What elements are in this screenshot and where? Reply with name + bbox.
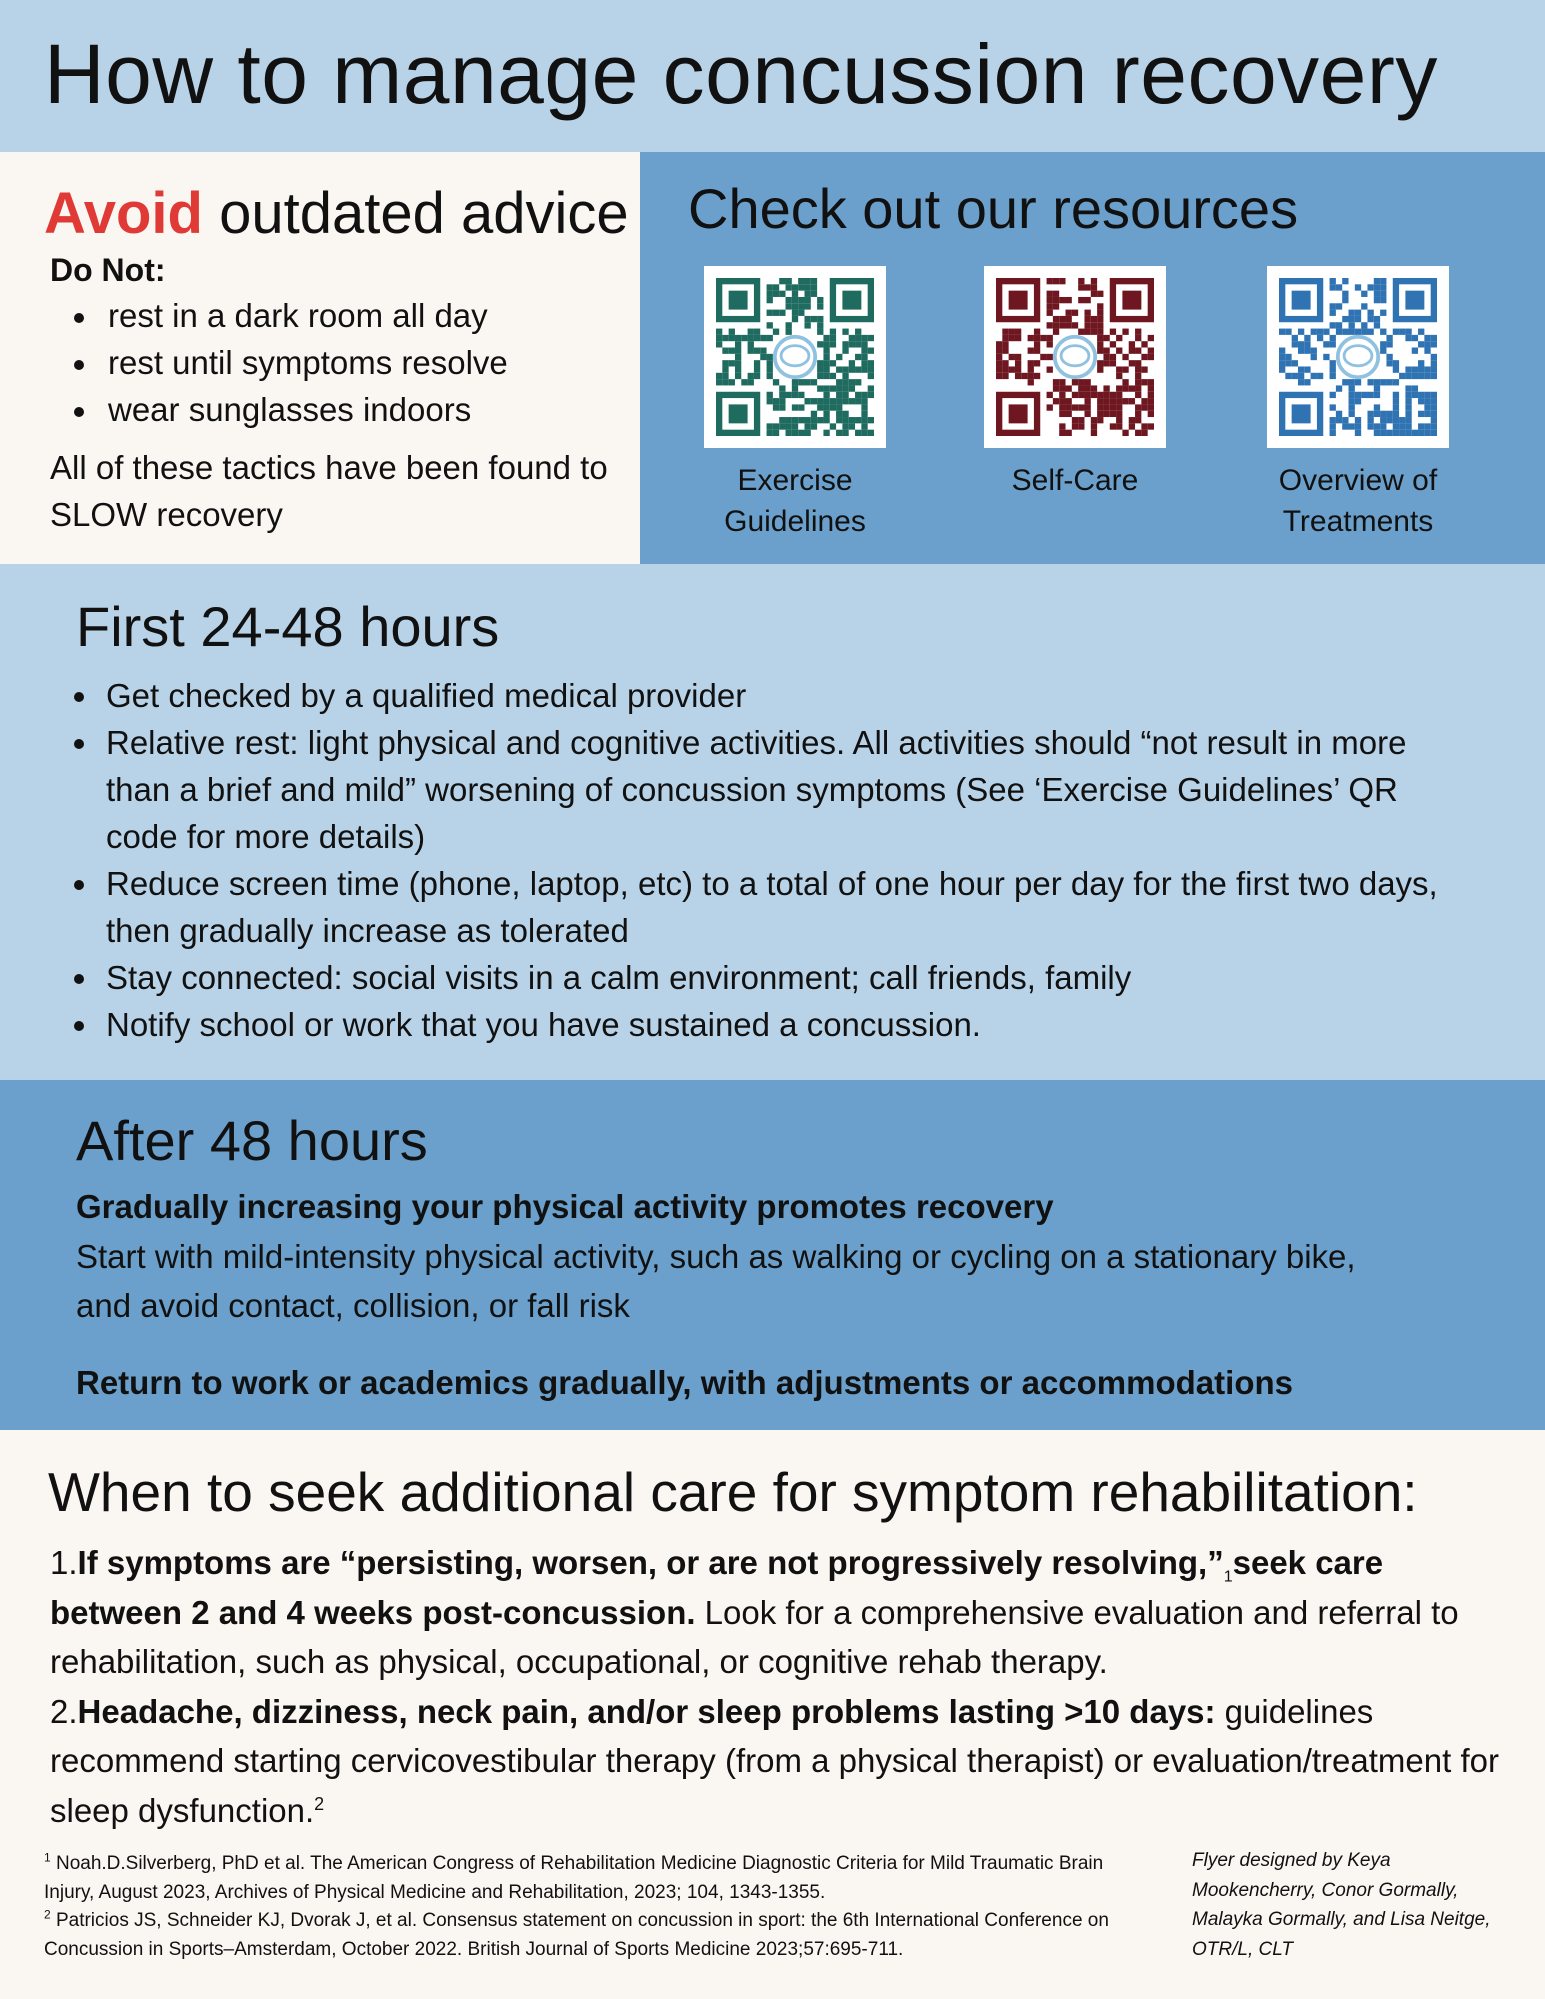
list-item xyxy=(72,386,508,433)
item-number: 2. xyxy=(50,1692,78,1730)
after-bold-statement: Gradually increasing your physical activity promotes recovery xyxy=(76,1188,1054,1225)
list-item-text: Stay connected: social visits in a calm environment; call friends, family xyxy=(106,959,1132,996)
avoid-list xyxy=(72,292,508,433)
list-item-text: Get checked by a qualified medical provider xyxy=(106,677,747,714)
bullet-icon xyxy=(74,974,84,984)
item-number: 1. xyxy=(50,1544,78,1581)
bullet-icon xyxy=(74,1021,84,1031)
after-return-statement: Return to work or academics gradually, with adjustments or accommodations xyxy=(76,1364,1293,1401)
reference-text: Noah.D.Silverberg, PhD et al. The American Congress of Rehabilitation Medicine Diagnostic Criteria for Mild Traumatic Brain Injury, August 2023, Archives of Physical Medicine and Rehabilitation, 2023; 104, 1343-1355. xyxy=(44,1853,1104,1903)
after-hours-section xyxy=(0,1080,1545,1430)
qr-code-icon[interactable] xyxy=(984,266,1166,448)
bullet-icon xyxy=(74,880,84,890)
seek-care-section xyxy=(0,1430,1545,1999)
list-item-text: Reduce screen time (phone, laptop, etc) to a total of one hour per day for the first two days, then gradually increase as tolerated xyxy=(106,865,1438,949)
item-text: guidelines recommend starting cervicovestibular therapy (from a physical therapist) or evaluation/treatment for sleep dysfunction. xyxy=(50,1692,1499,1829)
bullet-icon xyxy=(74,313,84,323)
qr-code-icon[interactable] xyxy=(1267,266,1449,448)
resources-title: Check out our resources xyxy=(688,177,1299,240)
bullet-icon xyxy=(74,360,84,370)
do-not-label: Do Not: xyxy=(50,252,166,288)
list-item xyxy=(72,719,1452,860)
after-body: Start with mild-intensity physical activity, such as walking or cycling on a stationary bike, and avoid contact, collision, or fall risk xyxy=(76,1238,1356,1324)
after-hours-title: After 48 hours xyxy=(76,1109,428,1172)
seek-care-items xyxy=(50,1538,1520,1835)
item-bold: seek care between 2 and 4 weeks post-concussion. xyxy=(50,1544,1384,1631)
avoid-title xyxy=(44,180,629,247)
first-hours-section xyxy=(0,564,1545,1080)
qr-card-self-care[interactable] xyxy=(975,266,1175,501)
list-item-text: Notify school or work that you have sustained a concussion. xyxy=(106,1006,981,1043)
reference-number: 2 xyxy=(44,1907,51,1922)
references xyxy=(44,1850,1154,1964)
seek-care-title: When to seek additional care for symptom rehabilitation: xyxy=(48,1461,1418,1523)
footnote-ref: 1 xyxy=(1223,1568,1233,1586)
reference-text: Patricios JS, Schneider KJ, Dvorak J, et al. Consensus statement on concussion in sport: the 6th International Conference on Concussion in Sports–Amsterdam, October 2022. British Journal of Sports Medicine 2023;57:695-711. xyxy=(44,1910,1109,1960)
list-item xyxy=(72,672,1452,719)
bullet-icon xyxy=(74,692,84,702)
flyer-credits: Flyer designed by Keya Mookencherry, Conor Gormally, Malayka Gormally, and Lisa Neitge, OTR/L, CLT xyxy=(1192,1850,1491,1960)
item-bold: If symptoms are “persisting, worsen, or are not progressively resolving,” xyxy=(77,1544,1224,1581)
list-item-text: wear sunglasses indoors xyxy=(108,391,472,428)
qr-label: Overview of Treatments xyxy=(1278,464,1438,538)
footnote-ref: 2 xyxy=(314,1793,325,1814)
list-item-text: rest in a dark room all day xyxy=(108,297,488,334)
reference-2 xyxy=(44,1907,1154,1964)
avoid-section xyxy=(0,152,640,564)
list-item-text: rest until symptoms resolve xyxy=(108,344,508,381)
qr-code-icon[interactable] xyxy=(704,266,886,448)
reference-1 xyxy=(44,1850,1154,1907)
avoid-note: All of these tactics have been found to SLOW recovery xyxy=(50,449,608,533)
list-item xyxy=(72,954,1452,1001)
qr-label: Exercise Guidelines xyxy=(724,464,866,538)
seek-item-2 xyxy=(50,1687,1520,1836)
item-text: Look for a comprehensive evaluation and referral to rehabilitation, such as physical, occupational, or cognitive rehab therapy. xyxy=(50,1593,1459,1680)
page-title: How to manage concussion recovery xyxy=(44,27,1438,121)
first-hours-list xyxy=(72,672,1452,1048)
list-item xyxy=(72,860,1452,954)
qr-label: Self-Care xyxy=(1011,464,1139,497)
item-bold: Headache, dizziness, neck pain, and/or sleep problems lasting >10 days: xyxy=(77,1692,1216,1730)
first-hours-title: First 24-48 hours xyxy=(76,595,500,658)
list-item xyxy=(72,339,508,386)
qr-card-treatments[interactable] xyxy=(1253,266,1463,542)
seek-item-1 xyxy=(50,1538,1520,1687)
bullet-icon xyxy=(74,407,84,417)
list-item xyxy=(72,1001,1452,1048)
list-item xyxy=(72,292,508,339)
header-banner xyxy=(0,0,1545,152)
avoid-highlight: Avoid xyxy=(44,181,203,246)
qr-card-exercise[interactable] xyxy=(695,266,895,542)
resources-section xyxy=(640,152,1545,564)
bullet-icon xyxy=(74,739,84,749)
reference-number: 1 xyxy=(44,1850,51,1865)
avoid-title-rest: outdated advice xyxy=(202,181,629,246)
list-item-text: Relative rest: light physical and cognitive activities. All activities should “not result in more than a brief and mild” worsening of concussion symptoms (See ‘Exercise Guidelines’ QR code for more details) xyxy=(106,724,1407,855)
